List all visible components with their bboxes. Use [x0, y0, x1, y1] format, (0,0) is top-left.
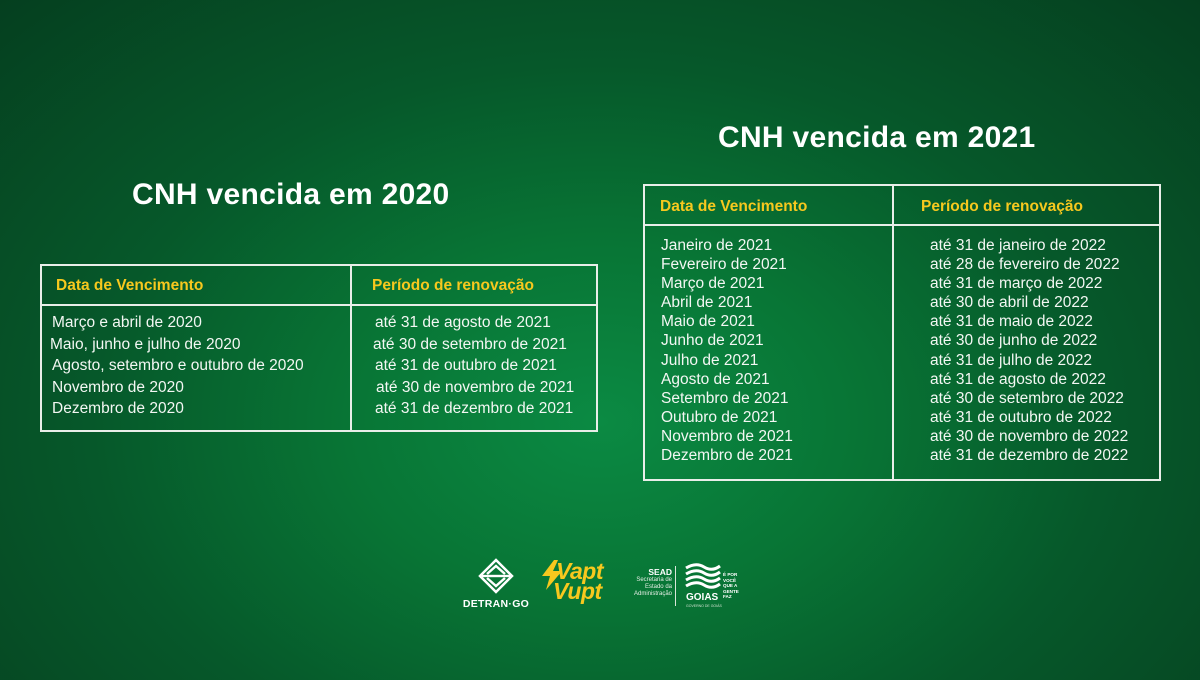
table-row: [42, 314, 596, 336]
detran-label: DETRAN·GO: [462, 598, 530, 610]
due-cell: Setembro de 2021: [661, 389, 789, 407]
detran-emblem-icon: [478, 558, 514, 594]
goias-slogan: É POR VOCÊ QUE A GENTE FAZ: [723, 572, 739, 599]
renew-cell: até 31 de dezembro de 2021: [375, 400, 574, 417]
renew-cell: até 31 de março de 2022: [930, 275, 1103, 293]
due-cell: Março de 2021: [661, 275, 765, 293]
vupt-word: Vupt: [553, 578, 602, 604]
due-cell: Outubro de 2021: [661, 408, 778, 426]
renew-cell: até 31 de agosto de 2022: [930, 370, 1106, 388]
table-row: [645, 313, 1159, 332]
table-row: [645, 275, 1159, 294]
due-cell: Maio de 2021: [661, 313, 755, 331]
due-cell: Novembro de 2021: [661, 427, 793, 445]
renew-cell: até 31 de janeiro de 2022: [930, 237, 1106, 254]
table-row: [42, 336, 596, 358]
title-cnh-2021: CNH vencida em 2021: [718, 121, 1036, 154]
renew-cell: até 30 de novembro de 2021: [376, 378, 575, 396]
goias-flag-icon: [684, 562, 722, 590]
table-row: [645, 371, 1159, 390]
renew-cell: até 30 de setembro de 2021: [373, 335, 567, 353]
header-data-vencimento: Data de Vencimento: [660, 198, 808, 215]
renew-cell: até 28 de fevereiro de 2022: [930, 256, 1120, 274]
due-cell: Janeiro de 2021: [661, 237, 773, 254]
table-row: [645, 428, 1159, 447]
header-divider: [645, 224, 1159, 226]
vapt-word: Vapt: [556, 558, 603, 584]
title-cnh-2020: CNH vencida em 2020: [132, 178, 450, 211]
due-cell: Agosto, setembro e outubro de 2020: [52, 357, 304, 374]
goias-label: GOIAS: [686, 592, 719, 603]
sead-logo: [622, 567, 672, 607]
due-cell: Dezembro de 2020: [52, 400, 184, 417]
table-row: [645, 256, 1159, 275]
table-row: [42, 400, 596, 422]
table-row: [42, 357, 596, 379]
table-row: [645, 352, 1159, 371]
sead-line: Administração: [633, 591, 672, 597]
due-cell: Abril de 2021: [661, 294, 753, 312]
renew-cell: até 31 de outubro de 2021: [375, 357, 557, 374]
renew-cell: até 31 de outubro de 2022: [930, 408, 1112, 426]
renew-cell: até 31 de dezembro de 2022: [930, 447, 1129, 465]
header-periodo-renovacao: Período de renovação: [921, 198, 1083, 215]
table-rows: [645, 237, 1159, 466]
table-row: [42, 379, 596, 401]
due-cell: Dezembro de 2021: [661, 447, 793, 465]
goias-sub: GOVERNO DE GOIÁS: [686, 604, 722, 608]
table-row: [645, 390, 1159, 409]
table-row: [645, 237, 1159, 256]
sead-line: Estado da: [644, 584, 672, 590]
table-row: [645, 409, 1159, 428]
due-cell: Julho de 2021: [661, 351, 759, 369]
header-periodo-renovacao: Período de renovação: [372, 277, 534, 294]
due-cell: Fevereiro de 2021: [661, 256, 787, 274]
due-cell: Novembro de 2020: [52, 378, 184, 396]
renew-cell: até 30 de abril de 2022: [930, 294, 1089, 312]
due-cell: Março e abril de 2020: [52, 314, 202, 331]
table-rows: [42, 314, 596, 422]
header-data-vencimento: Data de Vencimento: [56, 277, 204, 294]
table-row: [645, 294, 1159, 313]
renew-cell: até 30 de setembro de 2022: [930, 389, 1124, 407]
due-cell: Agosto de 2021: [661, 370, 770, 388]
table-row: [645, 332, 1159, 351]
table-cnh-2021: [643, 184, 1161, 481]
due-cell: Junho de 2021: [661, 332, 764, 350]
sead-title: SEAD: [648, 567, 672, 577]
renew-cell: até 31 de agosto de 2021: [375, 314, 551, 331]
renew-cell: até 31 de maio de 2022: [930, 313, 1093, 331]
detran-logo: [458, 558, 534, 614]
goias-logo: [682, 562, 746, 608]
renew-cell: até 30 de novembro de 2022: [930, 427, 1129, 445]
vapt-vupt-logo: [540, 556, 614, 612]
logo-divider: [675, 566, 676, 606]
table-cnh-2020: [40, 264, 598, 432]
sead-line: Secretaria de: [636, 577, 672, 583]
table-row: [645, 447, 1159, 466]
renew-cell: até 30 de junho de 2022: [930, 332, 1098, 350]
due-cell: Maio, junho e julho de 2020: [50, 335, 241, 353]
renew-cell: até 31 de julho de 2022: [930, 351, 1093, 369]
header-divider: [42, 304, 596, 306]
